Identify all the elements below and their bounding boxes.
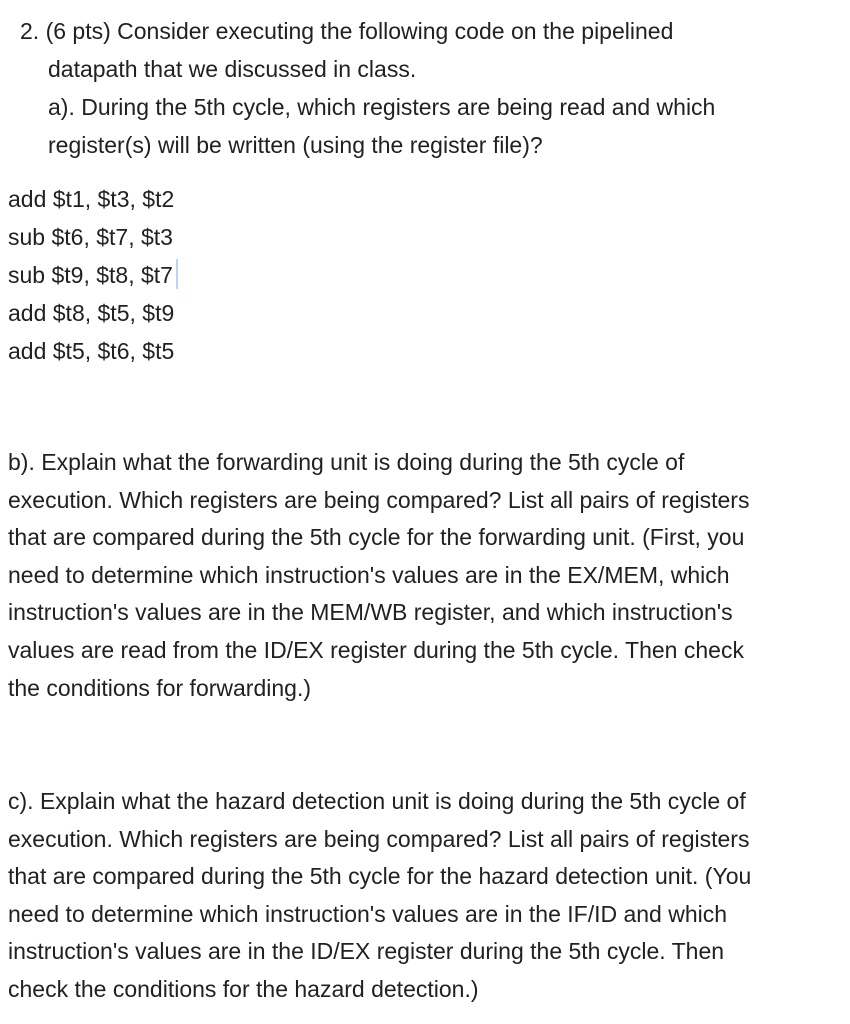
paragraph-line: need to determine which instruction's values are in the EX/MEM, which [8,561,730,588]
code-line: sub $t9, $t8, $t7 [8,256,178,294]
part-a-line: register(s) will be written (using the register file)? [48,132,543,158]
code-line: add $t1, $t3, $t2 [8,186,175,212]
code-line: add $t8, $t5, $t9 [8,300,175,326]
paragraph-line: that are compared during the 5th cycle for the forwarding unit. (First, you [8,524,745,551]
code-line: sub $t6, $t7, $t3 [8,224,173,250]
code-listing [8,180,178,370]
paragraph-line: instruction's values are in the ID/EX register during the 5th cycle. Then [8,938,725,965]
paragraph-line: values are read from the ID/EX register during the 5th cycle. Then check [8,636,744,663]
part-a-line: a). During the 5th cycle, which registers are being read and which [48,94,716,120]
paragraph-line: execution. Which registers are being compared? List all pairs of registers [8,825,750,852]
paragraph-line: that are compared during the 5th cycle for the hazard detection unit. (You [8,863,752,890]
question-title-line: datapath that we discussed in class. [48,56,417,82]
question-title-line: 2. (6 pts) Consider executing the following code on the pipelined [20,18,674,44]
question-2-header [20,12,820,164]
paragraph-line: execution. Which registers are being compared? List all pairs of registers [8,486,750,513]
paragraph-line: b). Explain what the forwarding unit is doing during the 5th cycle of [8,449,685,475]
part-c-paragraph [8,783,838,1009]
text-cursor [176,259,178,289]
paragraph-line: check the conditions for the hazard detection.) [8,975,479,1002]
paragraph-line: need to determine which instruction's values are in the IF/ID and which [8,900,728,927]
paragraph-line: the conditions for forwarding.) [8,674,311,701]
paragraph-line: instruction's values are in the MEM/WB register, and which instruction's [8,599,733,626]
part-b-paragraph [8,444,838,707]
paragraph-line: c). Explain what the hazard detection unit is doing during the 5th cycle of [8,788,746,814]
code-line: add $t5, $t6, $t5 [8,338,175,364]
